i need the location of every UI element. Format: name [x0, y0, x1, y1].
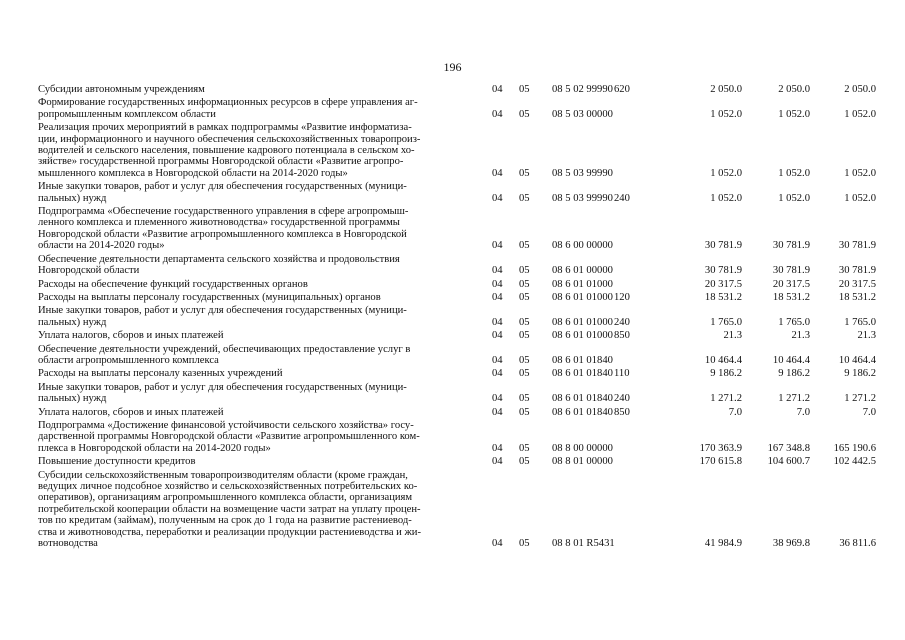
subsection-code: 05 — [519, 192, 530, 204]
subsection-code: 05 — [519, 330, 530, 342]
amount-year-2: 7.0 — [796, 406, 810, 418]
subsection-code: 05 — [519, 291, 530, 303]
target-article-code: 08 5 03 00000 — [552, 108, 613, 120]
row-codes — [492, 240, 878, 252]
subsection-code: 05 — [519, 406, 530, 418]
table-row — [38, 456, 878, 467]
expense-type-code: 850 — [614, 330, 630, 342]
table-row — [38, 181, 878, 204]
row-codes — [492, 108, 878, 120]
target-article-code: 08 6 01 01000 — [552, 316, 613, 328]
amount-year-1: 170 615.8 — [699, 456, 742, 468]
subsection-code: 05 — [519, 316, 530, 328]
expense-type-code: 240 — [614, 393, 630, 405]
table-row — [38, 368, 878, 379]
amount-year-2: 30 781.9 — [772, 240, 810, 252]
amount-year-1: 9 186.2 — [710, 368, 742, 380]
row-codes — [492, 354, 878, 366]
amount-year-1: 1 052.0 — [710, 192, 742, 204]
section-code: 04 — [492, 278, 503, 290]
subsection-code: 05 — [519, 393, 530, 405]
row-name: Субсидии автономным учреждениям — [38, 84, 205, 95]
amount-year-1: 1 052.0 — [710, 108, 742, 120]
expense-type-code: 110 — [614, 368, 630, 380]
table-row — [38, 279, 878, 290]
amount-year-2: 1 271.2 — [778, 393, 810, 405]
section-code: 04 — [492, 442, 503, 454]
table-row — [38, 344, 878, 367]
expense-type-code: 240 — [614, 316, 630, 328]
subsection-code: 05 — [519, 108, 530, 120]
subsection-code: 05 — [519, 538, 530, 550]
section-code: 04 — [492, 456, 503, 468]
row-name: Иные закупки товаров, работ и услуг для обеспечения государственных (муници- пальных) нужд — [38, 181, 407, 204]
amount-year-3: 21.3 — [857, 330, 876, 342]
row-name: Повышение доступности кредитов — [38, 456, 196, 468]
amount-year-2: 167 348.8 — [767, 442, 810, 454]
row-name: Подпрограмма «Достижение финансовой устойчивости сельского хозяйства» госу- дарственной программы Новгородской области «Развитие агропромышленного ком- плекса в Новгородской области на 2014-2020 годы» — [38, 419, 420, 454]
row-name: Субсидии сельскохозяйственным товаропроизводителям области (кроме граждан, ведущих личное подсобное хозяйство и сельскохозяйственных потребительских ко- оперативов), организациям агропромышленного комплекса области, организациям потребительской кооперации области на возмещение части затрат на уплату процен- тов по кредитам (займам), полученным на срок до 1 года на развитие растениевод- ства и животноводства, переработки и реализации продукции растениеводства и жи- вотноводства — [38, 469, 421, 550]
table-row — [38, 122, 878, 179]
section-code: 04 — [492, 368, 503, 380]
subsection-code: 05 — [519, 442, 530, 454]
row-codes — [492, 393, 878, 405]
subsection-code: 05 — [519, 278, 530, 290]
section-code: 04 — [492, 330, 503, 342]
target-article-code: 08 8 00 00000 — [552, 442, 613, 454]
amount-year-3: 30 781.9 — [838, 240, 876, 252]
amount-year-3: 30 781.9 — [838, 265, 876, 277]
amount-year-2: 1 052.0 — [778, 167, 810, 179]
amount-year-3: 1 052.0 — [844, 108, 876, 120]
amount-year-3: 10 464.4 — [838, 354, 876, 366]
row-codes — [492, 192, 878, 204]
target-article-code: 08 6 01 01000 — [552, 291, 613, 303]
table-row — [38, 206, 878, 252]
section-code: 04 — [492, 354, 503, 366]
target-article-code: 08 5 02 99990 — [552, 84, 613, 95]
amount-year-2: 20 317.5 — [772, 278, 810, 290]
row-name: Формирование государственных информационных ресурсов в сфере управления аг- ропромышленным комплексом области — [38, 97, 418, 120]
table-row — [38, 420, 878, 454]
row-codes — [492, 330, 878, 342]
amount-year-2: 9 186.2 — [778, 368, 810, 380]
table-row — [38, 254, 878, 277]
row-codes — [492, 456, 878, 468]
table-row — [38, 97, 878, 120]
page-number: 196 — [443, 60, 462, 74]
amount-year-1: 170 363.9 — [699, 442, 742, 454]
row-name: Реализация прочих мероприятий в рамках подпрограммы «Развитие информатиза- ции, информационного и научного обеспечения сельскохозяйственных товаропроиз- водителей и сельского населения, повышение кадрового потенциала в сельском хо- зяйстве» государственной программы Новгородской области «Развитие агропро- мышленного комплекса в Новгородской области на 2014-2020 годы» — [38, 122, 421, 179]
amount-year-2: 2 050.0 — [778, 84, 810, 95]
amount-year-1: 30 781.9 — [704, 265, 742, 277]
section-code: 04 — [492, 240, 503, 252]
amount-year-3: 1 052.0 — [844, 167, 876, 179]
target-article-code: 08 8 01 R5431 — [552, 538, 615, 550]
amount-year-2: 1 052.0 — [778, 192, 810, 204]
row-name: Расходы на обеспечение функций государственных органов — [38, 278, 308, 290]
row-name: Иные закупки товаров, работ и услуг для обеспечения государственных (муници- пальных) нужд — [38, 305, 407, 328]
amount-year-2: 21.3 — [791, 330, 810, 342]
table-row — [38, 292, 878, 303]
amount-year-2: 1 052.0 — [778, 108, 810, 120]
row-name: Обеспечение деятельности департамента сельского хозяйства и продовольствия Новгородской области — [38, 253, 400, 277]
row-codes — [492, 368, 878, 380]
table-row — [38, 382, 878, 405]
amount-year-2: 38 969.8 — [772, 538, 810, 550]
budget-table — [38, 84, 878, 549]
section-code: 04 — [492, 316, 503, 328]
amount-year-3: 102 442.5 — [833, 456, 876, 468]
amount-year-3: 1 271.2 — [844, 393, 876, 405]
amount-year-2: 1 765.0 — [778, 316, 810, 328]
subsection-code: 05 — [519, 265, 530, 277]
amount-year-3: 7.0 — [862, 406, 876, 418]
section-code: 04 — [492, 406, 503, 418]
amount-year-1: 18 531.2 — [704, 291, 742, 303]
subsection-code: 05 — [519, 368, 530, 380]
row-codes — [492, 167, 878, 179]
row-codes — [492, 291, 878, 303]
row-name: Обеспечение деятельности учреждений, обеспечивающих предоставление услуг в области агропромышленного комплекса — [38, 343, 411, 366]
table-row — [38, 84, 878, 95]
expense-type-code: 120 — [614, 291, 630, 303]
amount-year-1: 30 781.9 — [704, 240, 742, 252]
target-article-code: 08 6 01 01840 — [552, 354, 613, 366]
amount-year-3: 2 050.0 — [844, 84, 876, 95]
row-codes — [492, 442, 878, 454]
amount-year-2: 30 781.9 — [772, 265, 810, 277]
amount-year-3: 9 186.2 — [844, 368, 876, 380]
row-name: Уплата налогов, сборов и иных платежей — [38, 330, 224, 342]
amount-year-1: 41 984.9 — [704, 538, 742, 550]
subsection-code: 05 — [519, 84, 530, 95]
amount-year-1: 10 464.4 — [704, 354, 742, 366]
subsection-code: 05 — [519, 240, 530, 252]
subsection-code: 05 — [519, 167, 530, 179]
table-row — [38, 470, 878, 550]
expense-type-code: 850 — [614, 406, 630, 418]
section-code: 04 — [492, 108, 503, 120]
target-article-code: 08 8 01 00000 — [552, 456, 613, 468]
target-article-code: 08 5 03 99990 — [552, 192, 613, 204]
amount-year-3: 1 052.0 — [844, 192, 876, 204]
target-article-code: 08 6 01 01840 — [552, 368, 613, 380]
row-name: Расходы на выплаты персоналу государственных (муниципальных) органов — [38, 291, 381, 303]
row-name: Уплата налогов, сборов и иных платежей — [38, 406, 224, 418]
row-name: Иные закупки товаров, работ и услуг для обеспечения государственных (муници- пальных) нужд — [38, 381, 407, 405]
amount-year-1: 1 765.0 — [710, 316, 742, 328]
row-codes — [492, 278, 878, 290]
amount-year-2: 18 531.2 — [772, 291, 810, 303]
amount-year-3: 20 317.5 — [838, 278, 876, 290]
subsection-code: 05 — [519, 354, 530, 366]
amount-year-3: 18 531.2 — [838, 291, 876, 303]
row-name: Подпрограмма «Обеспечение государственного управления в сфере агропромыш- ленного комплекса и племенного животноводства» государственной программы Новгородской области «Развитие агропромышленного комплекса в Новгородской области на 2014-2020 годы» — [38, 206, 409, 252]
amount-year-1: 20 317.5 — [704, 278, 742, 290]
section-code: 04 — [492, 393, 503, 405]
table-row — [38, 305, 878, 328]
target-article-code: 08 6 01 01000 — [552, 330, 613, 342]
target-article-code: 08 5 03 99990 — [552, 167, 613, 179]
section-code: 04 — [492, 265, 503, 277]
amount-year-3: 165 190.6 — [833, 442, 876, 454]
expense-type-code: 240 — [614, 192, 630, 204]
amount-year-2: 104 600.7 — [767, 456, 810, 468]
amount-year-1: 7.0 — [728, 406, 742, 418]
amount-year-1: 21.3 — [723, 330, 742, 342]
row-codes — [492, 265, 878, 277]
row-codes — [492, 537, 878, 549]
table-row — [38, 330, 878, 341]
target-article-code: 08 6 01 00000 — [552, 265, 613, 277]
section-code: 04 — [492, 291, 503, 303]
section-code: 04 — [492, 192, 503, 204]
amount-year-3: 1 765.0 — [844, 316, 876, 328]
target-article-code: 08 6 01 01840 — [552, 406, 613, 418]
table-row — [38, 407, 878, 418]
expense-type-code: 620 — [614, 84, 630, 95]
subsection-code: 05 — [519, 456, 530, 468]
row-name: Расходы на выплаты персоналу казенных учреждений — [38, 368, 283, 380]
row-codes — [492, 406, 878, 418]
amount-year-1: 1 052.0 — [710, 167, 742, 179]
row-codes — [492, 83, 878, 95]
section-code: 04 — [492, 84, 503, 95]
amount-year-1: 1 271.2 — [710, 393, 742, 405]
amount-year-1: 2 050.0 — [710, 84, 742, 95]
target-article-code: 08 6 01 01000 — [552, 278, 613, 290]
target-article-code: 08 6 01 01840 — [552, 393, 613, 405]
amount-year-2: 10 464.4 — [772, 354, 810, 366]
section-code: 04 — [492, 538, 503, 550]
amount-year-3: 36 811.6 — [839, 538, 876, 550]
section-code: 04 — [492, 167, 503, 179]
target-article-code: 08 6 00 00000 — [552, 240, 613, 252]
row-codes — [492, 316, 878, 328]
